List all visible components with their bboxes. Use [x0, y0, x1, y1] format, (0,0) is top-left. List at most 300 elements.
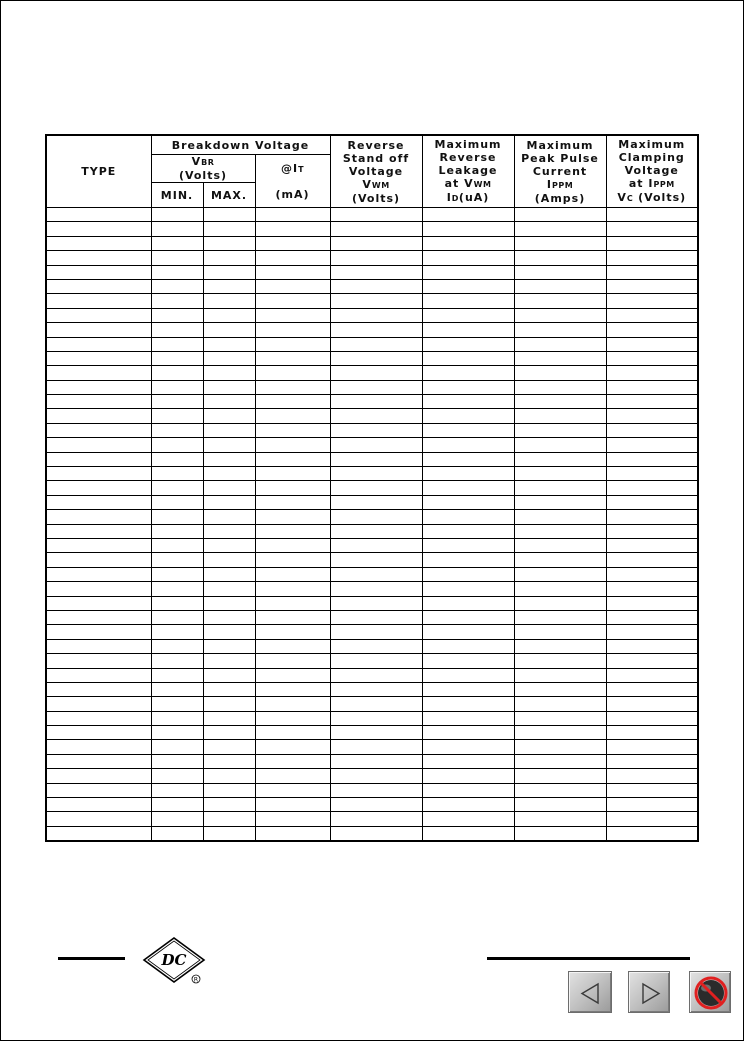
table-cell: [330, 625, 422, 639]
table-cell: [330, 510, 422, 524]
table-cell: [514, 308, 606, 322]
table-cell: [46, 582, 151, 596]
table-cell: [606, 826, 698, 841]
table-cell: [203, 639, 255, 653]
triangle-left-icon: [569, 972, 613, 1014]
table-cell: [330, 265, 422, 279]
table-cell: [46, 682, 151, 696]
header-reverse-leakage: Maximum Reverse Leakage at VWM ID(uA): [422, 135, 514, 208]
table-cell: [255, 495, 330, 509]
table-cell: [255, 826, 330, 841]
table-cell: [151, 423, 203, 437]
table-cell: [514, 582, 606, 596]
table-row: [46, 682, 698, 696]
table-cell: [203, 380, 255, 394]
table-cell: [46, 625, 151, 639]
header-test-current: @IT (mA): [255, 155, 330, 208]
table-cell: [422, 726, 514, 740]
table-cell: [203, 452, 255, 466]
table-cell: [514, 366, 606, 380]
table-row: [46, 294, 698, 308]
table-cell: [606, 337, 698, 351]
header-clamping-voltage: Maximum Clamping Voltage at IPPM VC (Volts): [606, 135, 698, 208]
table-row: [46, 812, 698, 826]
table-cell: [255, 279, 330, 293]
table-cell: [606, 323, 698, 337]
table-row: [46, 798, 698, 812]
table-cell: [330, 481, 422, 495]
table-cell: [514, 467, 606, 481]
table-cell: [514, 740, 606, 754]
table-cell: [606, 639, 698, 653]
table-cell: [606, 395, 698, 409]
table-cell: [151, 495, 203, 509]
footer-rule-right: [487, 957, 690, 960]
table-cell: [514, 610, 606, 624]
table-cell: [606, 208, 698, 222]
table-cell: [330, 251, 422, 265]
table-cell: [330, 769, 422, 783]
table-cell: [151, 567, 203, 581]
table-cell: [151, 697, 203, 711]
table-cell: [514, 754, 606, 768]
table-cell: [255, 553, 330, 567]
table-cell: [330, 596, 422, 610]
table-cell: [330, 423, 422, 437]
table-cell: [514, 783, 606, 797]
table-cell: [46, 380, 151, 394]
table-cell: [606, 726, 698, 740]
table-cell: [46, 366, 151, 380]
table-cell: [151, 783, 203, 797]
table-row: [46, 754, 698, 768]
table-cell: [203, 337, 255, 351]
table-cell: [330, 783, 422, 797]
table-cell: [203, 582, 255, 596]
table-cell: [606, 812, 698, 826]
table-cell: [203, 423, 255, 437]
table-cell: [606, 538, 698, 552]
table-cell: [46, 826, 151, 841]
table-cell: [514, 409, 606, 423]
table-cell: [151, 754, 203, 768]
table-cell: [255, 596, 330, 610]
table-cell: [151, 481, 203, 495]
table-cell: [203, 208, 255, 222]
next-page-button[interactable]: [628, 971, 670, 1013]
table-row: [46, 481, 698, 495]
table-cell: [606, 236, 698, 250]
table-row: [46, 236, 698, 250]
table-cell: [255, 222, 330, 236]
table-cell: [203, 524, 255, 538]
table-cell: [422, 337, 514, 351]
table-cell: [330, 294, 422, 308]
table-cell: [151, 395, 203, 409]
table-cell: [203, 308, 255, 322]
table-row: [46, 395, 698, 409]
table-cell: [514, 438, 606, 452]
table-cell: [255, 481, 330, 495]
table-cell: [330, 654, 422, 668]
table-cell: [151, 438, 203, 452]
table-row: [46, 639, 698, 653]
table-row: [46, 438, 698, 452]
header-min: MIN.: [151, 183, 203, 208]
table-cell: [514, 208, 606, 222]
table-cell: [514, 798, 606, 812]
table-cell: [255, 740, 330, 754]
table-cell: [422, 265, 514, 279]
table-row: [46, 783, 698, 797]
table-cell: [330, 668, 422, 682]
table-cell: [203, 409, 255, 423]
table-row: [46, 625, 698, 639]
table-cell: [46, 567, 151, 581]
table-cell: [514, 596, 606, 610]
table-cell: [330, 452, 422, 466]
table-cell: [255, 323, 330, 337]
table-cell: [46, 654, 151, 668]
table-body: [46, 208, 698, 842]
table-cell: [46, 524, 151, 538]
table-cell: [606, 754, 698, 768]
table-row: [46, 423, 698, 437]
table-cell: [46, 668, 151, 682]
table-cell: [330, 308, 422, 322]
table-row: [46, 467, 698, 481]
table-cell: [46, 294, 151, 308]
table-cell: [330, 222, 422, 236]
table-cell: [606, 423, 698, 437]
table-cell: [514, 553, 606, 567]
table-cell: [255, 697, 330, 711]
table-cell: [151, 711, 203, 725]
table-cell: [203, 740, 255, 754]
company-logo: [140, 935, 210, 985]
table-cell: [255, 682, 330, 696]
table-cell: [46, 351, 151, 365]
table-cell: [255, 236, 330, 250]
table-cell: [606, 222, 698, 236]
table-cell: [151, 279, 203, 293]
table-cell: [203, 279, 255, 293]
table-cell: [151, 812, 203, 826]
table-cell: [422, 423, 514, 437]
table-cell: [330, 538, 422, 552]
table-row: [46, 726, 698, 740]
table-cell: [422, 769, 514, 783]
table-cell: [255, 294, 330, 308]
table-row: [46, 208, 698, 222]
table-cell: [203, 711, 255, 725]
table-cell: [330, 495, 422, 509]
table-cell: [422, 409, 514, 423]
table-cell: [151, 639, 203, 653]
table-cell: [203, 682, 255, 696]
table-cell: [330, 582, 422, 596]
table-cell: [422, 754, 514, 768]
table-cell: [255, 711, 330, 725]
table-cell: [46, 769, 151, 783]
table-cell: [46, 495, 151, 509]
table-cell: [151, 251, 203, 265]
table-cell: [422, 682, 514, 696]
table-cell: [151, 726, 203, 740]
table-cell: [203, 265, 255, 279]
table-cell: [606, 251, 698, 265]
table-row: [46, 697, 698, 711]
table-cell: [151, 265, 203, 279]
table-cell: [203, 481, 255, 495]
table-row: [46, 510, 698, 524]
table-cell: [422, 826, 514, 841]
table-cell: [255, 265, 330, 279]
header-type: TYPE: [46, 135, 151, 208]
table-cell: [422, 639, 514, 653]
table-row: [46, 380, 698, 394]
table-cell: [151, 323, 203, 337]
table-cell: [330, 351, 422, 365]
table-row: [46, 596, 698, 610]
table-cell: [46, 726, 151, 740]
table-cell: [330, 726, 422, 740]
table-cell: [606, 380, 698, 394]
table-cell: [203, 366, 255, 380]
table-cell: [606, 596, 698, 610]
table-cell: [255, 208, 330, 222]
table-cell: [46, 754, 151, 768]
table-cell: [255, 654, 330, 668]
table-cell: [422, 567, 514, 581]
table-cell: [203, 783, 255, 797]
table-cell: [422, 452, 514, 466]
table-cell: [514, 265, 606, 279]
table-cell: [606, 452, 698, 466]
table-cell: [151, 236, 203, 250]
table-cell: [255, 467, 330, 481]
table-cell: [422, 553, 514, 567]
table-row: [46, 610, 698, 624]
table-cell: [514, 625, 606, 639]
table-cell: [422, 668, 514, 682]
table-cell: [203, 222, 255, 236]
table-cell: [606, 510, 698, 524]
table-row: [46, 553, 698, 567]
table-cell: [203, 553, 255, 567]
table-cell: [422, 294, 514, 308]
table-cell: [422, 582, 514, 596]
table-cell: [46, 452, 151, 466]
table-cell: [255, 582, 330, 596]
table-row: [46, 654, 698, 668]
table-cell: [330, 366, 422, 380]
table-cell: [203, 798, 255, 812]
table-cell: [330, 395, 422, 409]
table-cell: [330, 208, 422, 222]
table-row: [46, 452, 698, 466]
table-cell: [422, 625, 514, 639]
no-entry-icon: [690, 972, 732, 1014]
table-cell: [330, 323, 422, 337]
table-cell: [255, 625, 330, 639]
table-cell: [514, 697, 606, 711]
table-cell: [606, 740, 698, 754]
table-cell: [151, 769, 203, 783]
table-row: [46, 308, 698, 322]
table-cell: [514, 452, 606, 466]
table-cell: [255, 610, 330, 624]
registered-mark-text: R: [193, 976, 199, 984]
table-cell: [514, 337, 606, 351]
table-cell: [203, 510, 255, 524]
table-cell: [606, 481, 698, 495]
table-cell: [422, 812, 514, 826]
table-cell: [422, 251, 514, 265]
table-cell: [255, 812, 330, 826]
table-cell: [203, 251, 255, 265]
stop-button[interactable]: [689, 971, 731, 1013]
table-cell: [151, 682, 203, 696]
table-cell: [46, 596, 151, 610]
table-cell: [46, 222, 151, 236]
table-cell: [514, 495, 606, 509]
table-row: [46, 582, 698, 596]
table-cell: [514, 380, 606, 394]
table-cell: [46, 438, 151, 452]
table-cell: [46, 467, 151, 481]
table-cell: [46, 423, 151, 437]
table-cell: [151, 208, 203, 222]
table-cell: [151, 380, 203, 394]
table-cell: [46, 711, 151, 725]
table-cell: [151, 798, 203, 812]
table-cell: [514, 826, 606, 841]
table-cell: [514, 351, 606, 365]
table-cell: [422, 798, 514, 812]
table-cell: [422, 538, 514, 552]
table-row: [46, 826, 698, 841]
table-cell: [422, 495, 514, 509]
table-cell: [422, 208, 514, 222]
table-cell: [330, 639, 422, 653]
table-cell: [203, 596, 255, 610]
table-row: [46, 769, 698, 783]
table-cell: [203, 812, 255, 826]
table-cell: [46, 697, 151, 711]
table-cell: [46, 409, 151, 423]
table-cell: [203, 294, 255, 308]
table-cell: [330, 553, 422, 567]
table-cell: [330, 524, 422, 538]
table-cell: [46, 265, 151, 279]
table-cell: [606, 308, 698, 322]
table-cell: [422, 697, 514, 711]
table-cell: [255, 783, 330, 797]
table-cell: [151, 740, 203, 754]
triangle-right-icon: [629, 972, 671, 1014]
table-cell: [606, 567, 698, 581]
table-cell: [255, 726, 330, 740]
table-cell: [151, 308, 203, 322]
table-cell: [46, 538, 151, 552]
table-cell: [46, 308, 151, 322]
table-cell: [606, 769, 698, 783]
table-cell: [514, 251, 606, 265]
table-row: [46, 337, 698, 351]
table-cell: [422, 351, 514, 365]
table-cell: [514, 236, 606, 250]
table-cell: [422, 510, 514, 524]
table-cell: [606, 351, 698, 365]
table-cell: [203, 538, 255, 552]
table-cell: [330, 740, 422, 754]
table-cell: [422, 654, 514, 668]
table-cell: [151, 366, 203, 380]
table-cell: [46, 510, 151, 524]
table-cell: [46, 798, 151, 812]
table-cell: [203, 668, 255, 682]
table-cell: [422, 395, 514, 409]
table-cell: [330, 467, 422, 481]
table-cell: [255, 380, 330, 394]
table-cell: [514, 524, 606, 538]
table-cell: [514, 294, 606, 308]
table-cell: [514, 222, 606, 236]
table-cell: [255, 351, 330, 365]
table-cell: [151, 654, 203, 668]
table-cell: [330, 236, 422, 250]
table-cell: [203, 236, 255, 250]
table-cell: [203, 351, 255, 365]
table-row: [46, 409, 698, 423]
table-cell: [606, 697, 698, 711]
table-cell: [46, 783, 151, 797]
table-cell: [606, 553, 698, 567]
table-cell: [514, 423, 606, 437]
table-cell: [203, 654, 255, 668]
previous-page-button[interactable]: [568, 971, 612, 1013]
table-cell: [151, 610, 203, 624]
table-row: [46, 567, 698, 581]
table-cell: [46, 279, 151, 293]
table-cell: [606, 625, 698, 639]
header-breakdown-voltage: Breakdown Voltage: [151, 135, 330, 155]
table-row: [46, 711, 698, 725]
table-cell: [46, 812, 151, 826]
table-cell: [606, 524, 698, 538]
table-cell: [46, 553, 151, 567]
table-cell: [330, 610, 422, 624]
table-cell: [255, 567, 330, 581]
table-cell: [606, 279, 698, 293]
table-cell: [255, 452, 330, 466]
table-cell: [606, 495, 698, 509]
table-cell: [422, 610, 514, 624]
table-cell: [203, 610, 255, 624]
table-row: [46, 524, 698, 538]
table-cell: [606, 265, 698, 279]
table-cell: [606, 783, 698, 797]
table-cell: [255, 769, 330, 783]
table-cell: [151, 826, 203, 841]
table-cell: [203, 697, 255, 711]
table-cell: [255, 538, 330, 552]
table-cell: [514, 481, 606, 495]
table-cell: [151, 409, 203, 423]
table-cell: [151, 467, 203, 481]
table-cell: [46, 208, 151, 222]
